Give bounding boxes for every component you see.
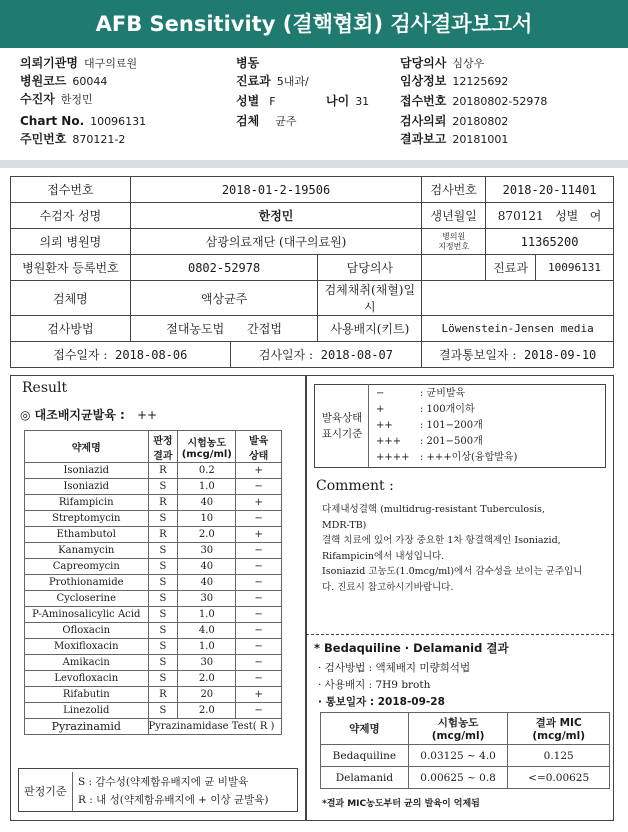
growth-legend-list <box>376 386 517 466</box>
bdq-cell-mic: <=0.00625 <box>508 767 610 789</box>
dob: 870121 <box>497 209 544 223</box>
legend-item: ++++ : +++이상(융합발육) <box>376 452 518 463</box>
drug-cell-res: S <box>148 559 178 575</box>
report-title: AFB Sensitivity (결핵협회) 검사결과보고서 <box>0 0 628 48</box>
bdq-col-drug: 약제명 <box>321 713 409 745</box>
dob-label: 생년월일 <box>422 203 486 229</box>
col-drug: 약제명 <box>25 431 149 463</box>
drug-cell-res: R <box>148 463 178 479</box>
header-resident-no: 주민번호 870121-2 <box>20 132 126 146</box>
drug-row <box>25 607 282 623</box>
drug-row <box>25 479 282 495</box>
method-label: 검사방법 <box>11 316 131 342</box>
drug-row <box>25 671 282 687</box>
drug-cell-drug: Isoniazid <box>25 479 149 495</box>
comment-line: Rifampicin에서 내성입니다. <box>322 550 445 562</box>
col-conc: 시험농도 (mcg/ml) <box>178 431 236 463</box>
drug-cell-conc: 1.0 <box>178 479 236 495</box>
comment-heading: Comment : <box>316 478 394 494</box>
drug-row <box>25 527 282 543</box>
drug-cell-growth: − <box>236 511 282 527</box>
hosp-no: 11365200 <box>486 229 614 255</box>
hosp-no-label-1: 병의원 <box>442 231 466 241</box>
drug-cell-res: S <box>148 591 178 607</box>
reception-no: 2018-01-2-19506 <box>130 177 421 203</box>
drug-cell-drug: Streptomycin <box>25 511 149 527</box>
header-reception-no: 접수번호 20180802-52978 <box>400 94 548 108</box>
comment-line: 결핵 치료에 있어 가장 중요한 1차 항결핵제인 Isoniazid, <box>322 535 561 546</box>
collect-date-label: 검체채취(채혈)일시 <box>318 281 422 316</box>
drug-cell-conc: 30 <box>178 543 236 559</box>
header-hospital: 의뢰기관명 대구의료원 <box>20 56 138 70</box>
bdq-cell-drug: Delamanid <box>321 767 409 789</box>
drug-row <box>25 623 282 639</box>
drug-cell-growth: − <box>236 671 282 687</box>
drug-cell-drug: Prothionamide <box>25 575 149 591</box>
criteria-sep <box>72 772 73 812</box>
header-sex: 성별 F <box>236 94 276 108</box>
header-patient: 수진자 한정민 <box>20 92 93 106</box>
doctor <box>422 255 486 281</box>
drug-cell-conc: 40 <box>178 495 236 511</box>
hosp-no-label <box>422 229 486 255</box>
drug-cell-drug: Cycloserine <box>25 591 149 607</box>
patient-name-label: 수검자 성명 <box>11 203 131 229</box>
drug-row <box>25 575 282 591</box>
hosp-no-label-2: 지정번호 <box>438 241 470 251</box>
drug-cell-growth: − <box>236 543 282 559</box>
bdq-row <box>321 767 610 789</box>
drug-row <box>25 463 282 479</box>
drug-cell-growth: − <box>236 575 282 591</box>
drug-cell-drug: Linezolid <box>25 703 149 719</box>
col-growth: 발육 상태 <box>236 431 282 463</box>
comment-line: 다제내성결핵 (multidrug-resistant Tuberculosis, <box>322 504 545 515</box>
hospital: 삼광의료재단 (대구의료원) <box>130 229 421 255</box>
header-hosp-code: 병원코드 60044 <box>20 74 108 88</box>
drug-cell-conc: 1.0 <box>178 639 236 655</box>
collect-date <box>422 281 614 316</box>
reception-no-label: 접수번호 <box>11 177 131 203</box>
drug-row <box>25 543 282 559</box>
drug-cell-growth: − <box>236 479 282 495</box>
notify-date: 2018-09-10 <box>524 348 597 362</box>
sex-label: 성별 <box>555 209 579 223</box>
pza-drug: Pyrazinamid <box>25 719 149 735</box>
drug-cell-conc: 10 <box>178 511 236 527</box>
drug-cell-conc: 30 <box>178 591 236 607</box>
col-result: 판정 결과 <box>148 431 178 463</box>
drug-cell-res: S <box>148 623 178 639</box>
dept: 10096131 <box>536 255 614 281</box>
drug-cell-growth: + <box>236 495 282 511</box>
drug-cell-res: S <box>148 511 178 527</box>
medium: Löwenstein-Jensen media <box>422 316 614 342</box>
comment-line: MDR-TB) <box>322 519 367 531</box>
drug-cell-conc: 20 <box>178 687 236 703</box>
result-heading: Result <box>22 380 68 396</box>
header-dept: 진료과 5내과/ <box>236 74 309 88</box>
legend-item: − : 균비발육 <box>376 388 466 399</box>
bdq-cell-conc: 0.03125 ~ 4.0 <box>408 745 508 767</box>
bdq-cell-drug: Bedaquiline <box>321 745 409 767</box>
drug-cell-conc: 2.0 <box>178 703 236 719</box>
method-2: 간접법 <box>247 322 282 336</box>
drug-cell-res: R <box>148 687 178 703</box>
drug-cell-growth: + <box>236 463 282 479</box>
dob-sex-cell <box>486 203 614 229</box>
header-request-date: 검사의뢰 20180802 <box>400 114 509 128</box>
bdq-table <box>320 712 610 789</box>
drug-cell-conc: 2.0 <box>178 671 236 687</box>
drug-cell-conc: 0.2 <box>178 463 236 479</box>
bdq-footnote: *결과 MIC농도부터 균의 발육이 억제됨 <box>322 799 480 809</box>
criteria-r: R : 내 성(약제함유배지에 + 이상 균발육) <box>78 794 269 806</box>
patient-name: 한정민 <box>130 203 421 229</box>
drug-cell-drug: Levofloxacin <box>25 671 149 687</box>
drug-sensitivity-table <box>24 430 282 735</box>
hospital-label: 의뢰 병원명 <box>11 229 131 255</box>
drug-cell-res: S <box>148 607 178 623</box>
bdq-col-conc: 시험농도 (mcg/ml) <box>408 713 508 745</box>
drug-cell-growth: − <box>236 607 282 623</box>
drug-row <box>25 591 282 607</box>
growth-legend-label: 발육상태 표시기준 <box>321 412 363 440</box>
header-clinical-info: 임상정보 12125692 <box>400 74 509 88</box>
drug-cell-growth: − <box>236 623 282 639</box>
test-no: 2018-20-11401 <box>486 177 614 203</box>
header-ward: 병동 <box>236 56 260 70</box>
drug-cell-res: S <box>148 671 178 687</box>
bdq-notify-date: · 통보일자 : 2018-09-28 <box>318 696 445 708</box>
drug-cell-conc: 40 <box>178 559 236 575</box>
drug-cell-growth: − <box>236 591 282 607</box>
medium-label: 사용배지(키트) <box>318 316 422 342</box>
growth-legend-sep <box>368 384 369 468</box>
drug-cell-res: S <box>148 543 178 559</box>
drug-cell-growth: + <box>236 527 282 543</box>
header-doctor: 담당의사 심상우 <box>400 56 485 70</box>
drug-cell-drug: Ofloxacin <box>25 623 149 639</box>
legend-item: ++ : 101−200개 <box>376 420 483 431</box>
test-no-label: 검사번호 <box>422 177 486 203</box>
drug-row <box>25 495 282 511</box>
drug-cell-res: R <box>148 495 178 511</box>
drug-cell-conc: 40 <box>178 575 236 591</box>
header-age: 나이 31 <box>326 94 370 108</box>
drug-cell-growth: − <box>236 639 282 655</box>
bdq-method: · 검사방법 : 액체배지 미량희석법 <box>318 662 471 674</box>
pza-test: Pyrazinamidase Test( R ) <box>148 719 281 735</box>
legend-item: + : 100개이하 <box>376 404 475 415</box>
section-divider <box>0 160 628 168</box>
drug-row <box>25 655 282 671</box>
drug-row <box>25 687 282 703</box>
drug-cell-drug: Capreomycin <box>25 559 149 575</box>
bdq-medium: · 사용배지 : 7H9 broth <box>318 679 431 691</box>
bdq-col-mic: 결과 MIC (mcg/ml) <box>508 713 610 745</box>
header-specimen: 검체 균주 <box>236 114 297 128</box>
reg-no: 0802-52978 <box>130 255 318 281</box>
drug-row <box>25 703 282 719</box>
drug-cell-conc: 4.0 <box>178 623 236 639</box>
drug-row <box>25 511 282 527</box>
drug-cell-res: S <box>148 575 178 591</box>
sex: 여 <box>589 209 602 223</box>
drug-cell-growth: − <box>236 559 282 575</box>
bdq-row <box>321 745 610 767</box>
drug-cell-res: S <box>148 655 178 671</box>
test-date-cell: 검사일자 : 2018-08-07 <box>230 342 422 368</box>
header-report-date: 결과보고 20181001 <box>400 132 509 146</box>
drug-table-header <box>25 431 282 463</box>
control-growth-value: ++ <box>136 408 158 422</box>
dept-label: 진료과 <box>486 255 536 281</box>
pza-row <box>25 719 282 735</box>
drug-cell-growth: − <box>236 655 282 671</box>
drug-cell-drug: Amikacin <box>25 655 149 671</box>
drug-cell-drug: Kanamycin <box>25 543 149 559</box>
notify-date-cell: 결과통보일자 : 2018-09-10 <box>422 342 614 368</box>
comment-line: Isoniazid 고농도(1.0mcg/ml)에서 감수성을 보이는 균주입니 <box>322 566 583 577</box>
criteria-s: S : 감수성(약제함유배지에 균 비발육 <box>78 776 249 788</box>
drug-cell-conc: 30 <box>178 655 236 671</box>
method-1: 절대농도법 <box>166 322 225 336</box>
drug-cell-drug: Rifabutin <box>25 687 149 703</box>
drug-cell-growth: + <box>236 687 282 703</box>
bdq-heading: * Bedaquiline · Delamanid 결과 <box>314 641 509 655</box>
bdq-cell-mic: 0.125 <box>508 745 610 767</box>
doctor-label: 담당의사 <box>318 255 422 281</box>
comment-line: 다. 진료시 참고하시기바랍니다. <box>322 581 454 593</box>
header-chart-no: Chart No. 10096131 <box>20 114 147 128</box>
drug-cell-res: S <box>148 479 178 495</box>
drug-cell-conc: 2.0 <box>178 527 236 543</box>
drug-cell-drug: P-Aminosalicylic Acid <box>25 607 149 623</box>
drug-cell-res: S <box>148 703 178 719</box>
patient-info-table <box>10 176 614 368</box>
bdq-table-header <box>321 713 610 745</box>
test-date: 2018-08-07 <box>320 348 393 362</box>
specimen-label: 검체명 <box>11 281 131 316</box>
control-growth: ◎ 대조배지균발육 : ++ <box>20 408 158 422</box>
comment-body <box>322 502 610 595</box>
recv-date: 2018-08-06 <box>115 348 188 362</box>
drug-cell-conc: 1.0 <box>178 607 236 623</box>
legend-item: +++ : 201−500개 <box>376 436 483 447</box>
recv-date-cell: 접수일자 : 2018-08-06 <box>11 342 231 368</box>
bdq-cell-conc: 0.00625 ~ 0.8 <box>408 767 508 789</box>
specimen: 액상균주 <box>130 281 318 316</box>
drug-cell-drug: Isoniazid <box>25 463 149 479</box>
drug-cell-drug: Rifampicin <box>25 495 149 511</box>
method-values <box>130 316 318 342</box>
drug-cell-res: R <box>148 527 178 543</box>
reg-no-label: 병원환자 등록번호 <box>11 255 131 281</box>
criteria-label: 판정기준 <box>24 785 67 798</box>
drug-cell-drug: Ethambutol <box>25 527 149 543</box>
drug-row <box>25 559 282 575</box>
drug-row <box>25 639 282 655</box>
drug-cell-growth: − <box>236 703 282 719</box>
drug-cell-res: S <box>148 639 178 655</box>
drug-cell-drug: Moxifloxacin <box>25 639 149 655</box>
